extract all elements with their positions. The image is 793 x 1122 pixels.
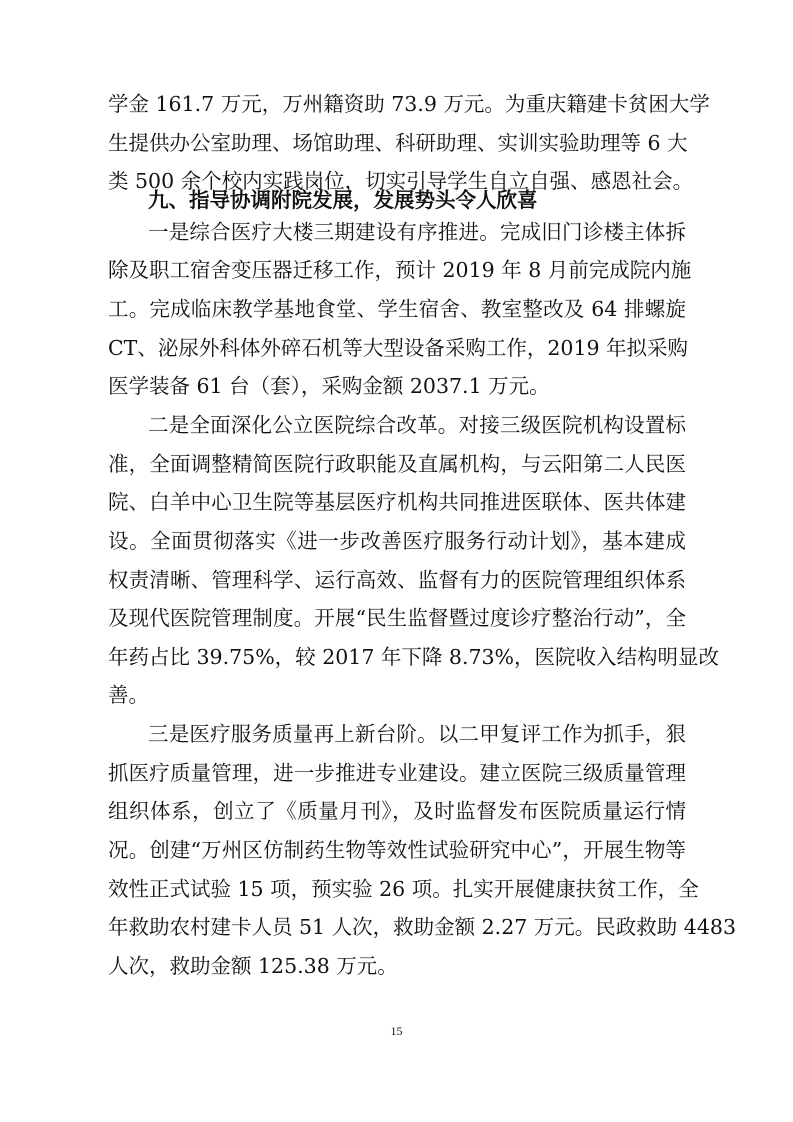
text-line: 年救助农村建卡人员 51 人次，救助金额 2.27 万元。民政救助 4483: [108, 915, 736, 940]
text-line: 效性正式试验 15 项，预实验 26 项。扎实开展健康扶贫工作，全: [108, 876, 699, 901]
text-line: 除及职工宿舍变压器迁移工作，预计 2019 年 8 月前完成院内施: [108, 258, 692, 283]
text-line: 类 500 余个校内实践岗位，切实引导学生自立自强、感恩社会。: [108, 169, 694, 194]
text-line: 三是医疗服务质量再上新台阶。以二甲复评工作为抓手，狠: [148, 722, 686, 747]
text-line: 设。全面贯彻落实《进一步改善医疗服务行动计划》，基本建成: [108, 528, 686, 553]
text-line: 生提供办公室助理、场馆助理、科研助理、实训实验助理等 6 大: [108, 130, 688, 155]
text-line: 善。: [108, 683, 149, 708]
text-line: 二是全面深化公立医院综合改革。对接三级医院机构设置标: [148, 412, 686, 437]
text-line: 及现代医院管理制度。开展“民生监督暨过度诊疗整治行动”，全: [108, 606, 686, 631]
text-line: 工。完成临床教学基地食堂、学生宿舍、教室整改及 64 排螺旋: [108, 296, 686, 321]
text-line: 院、白羊中心卫生院等基层医疗机构共同推进医联体、医共体建: [108, 490, 686, 515]
text-line: 组织体系，创立了《质量月刊》，及时监督发布医院质量运行情: [108, 799, 686, 824]
text-line: 人次，救助金额 125.38 万元。: [108, 954, 398, 978]
text-line: 权责清晰、管理科学、运行高效、监督有力的医院管理组织体系: [108, 567, 686, 592]
section-heading: 九、指导协调附院发展，发展势头令人欣喜: [148, 187, 538, 212]
text-line: 一是综合医疗大楼三期建设有序推进。完成旧门诊楼主体拆: [148, 219, 686, 244]
text-line: 医学装备 61 台（套），采购金额 2037.1 万元。: [108, 374, 550, 399]
text-line: 抓医疗质量管理，进一步推进专业建设。建立医院三级质量管理: [108, 760, 686, 785]
page-number: 15: [390, 1024, 403, 1038]
text-line: CT、泌尿外科体外碎石机等大型设备采购工作，2019 年拟采购: [108, 335, 689, 360]
text-line: 学金 161.7 万元，万州籍资助 73.9 万元。为重庆籍建卡贫困大学: [108, 92, 710, 116]
text-line: 准，全面调整精简医院行政职能及直属机构，与云阳第二人民医: [108, 451, 686, 476]
text-line: 年药占比 39.75%，较 2017 年下降 8.73%，医院收入结构明显改: [108, 644, 720, 669]
text-line: 况。创建“万州区仿制药生物等效性试验研究中心”，开展生物等: [108, 838, 686, 863]
